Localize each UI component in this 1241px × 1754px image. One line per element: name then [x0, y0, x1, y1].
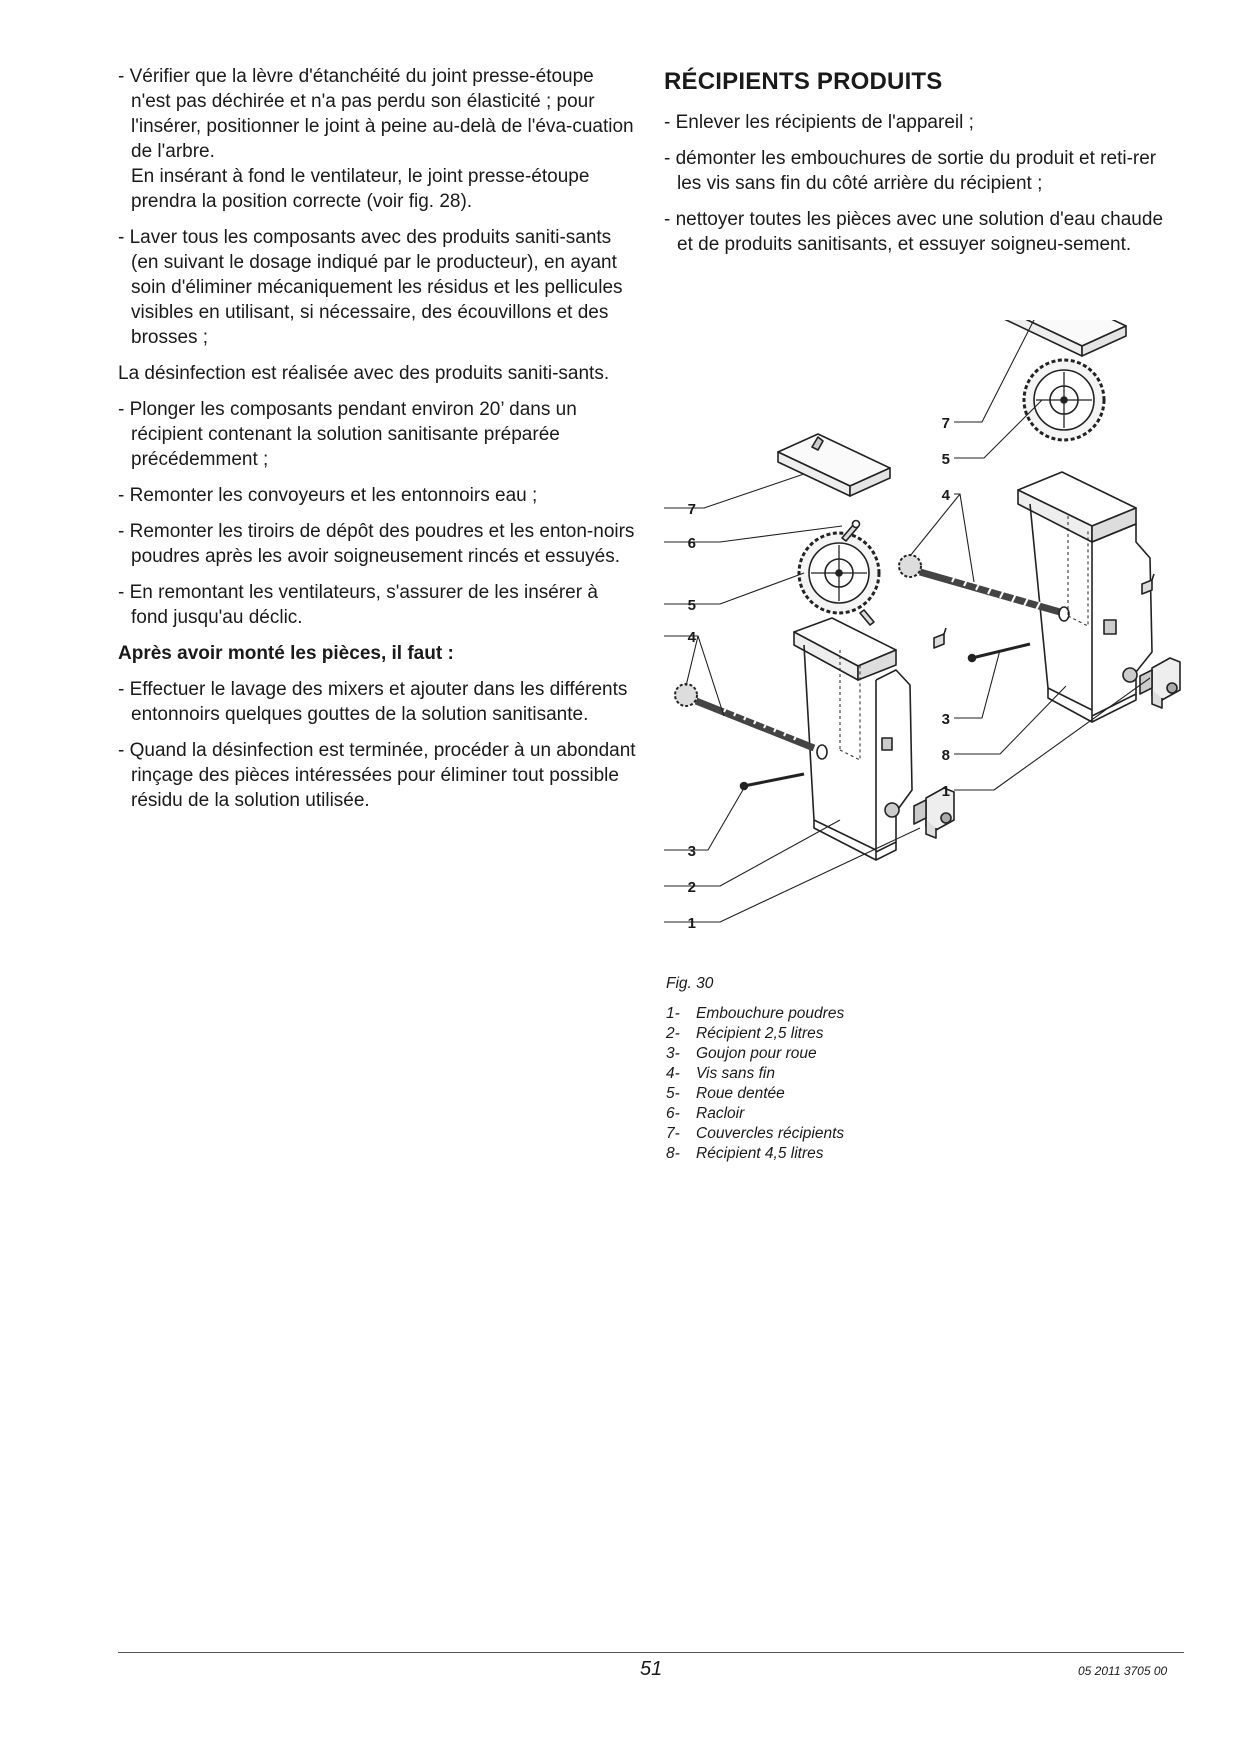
subheading: Après avoir monté les pièces, il faut :: [118, 643, 454, 664]
legend-item: [666, 1024, 844, 1044]
legend-number: 1-: [666, 1005, 680, 1022]
lid-left: [778, 434, 890, 496]
legend-text: Récipient 2,5 litres: [696, 1025, 824, 1042]
legend-number: 2-: [666, 1025, 680, 1042]
instruction-item: - nettoyer toutes les pièces avec une solution d'eau chaude et de produits sanitisants, et essuyer soigneu-sement.: [664, 209, 1164, 255]
callout-label: 5: [941, 451, 950, 468]
instruction-item: - Enlever les récipients de l'appareil ;: [664, 112, 974, 133]
legend-item: [666, 1004, 844, 1024]
auger-left: [675, 684, 827, 759]
callout-label: 4: [941, 487, 950, 504]
section-title: RÉCIPIENTS PRODUITS: [664, 68, 943, 95]
document-code: 05 2011 3705 00: [1078, 1664, 1168, 1678]
instruction-item: - démonter les embouchures de sortie du produit et reti-rer les vis sans fin du côté arrière du récipient ;: [664, 148, 1157, 194]
container-left: [794, 618, 912, 860]
instruction-item: - Plonger les composants pendant environ 20’ dans un récipient contenant la solution sanitisante préparée précédemment ;: [118, 399, 577, 470]
legend-number: 4-: [666, 1065, 680, 1082]
left-column: [118, 64, 638, 824]
paragraph: La désinfection est réalisée avec des produits saniti-sants.: [118, 363, 610, 384]
legend-item: [666, 1104, 844, 1124]
legend-item: [666, 1064, 844, 1084]
callout-label: 4: [687, 629, 696, 646]
legend-number: 3-: [666, 1045, 680, 1062]
legend-item: [666, 1124, 844, 1144]
instruction-item: - Quand la désinfection est terminée, procéder à un abondant rinçage des pièces intéressées pour éliminer tout possible résidu de la solution utilisée.: [118, 740, 636, 811]
figure-legend: [666, 1004, 844, 1164]
callout-label: 1: [687, 915, 696, 932]
instruction-item: - Remonter les convoyeurs et les entonnoirs eau ;: [118, 485, 538, 506]
callout-label: 2: [687, 879, 696, 896]
gear-right: [1024, 360, 1104, 440]
footer-divider: [118, 1652, 1184, 1653]
callout-label: 7: [941, 415, 950, 432]
instruction-item: - Effectuer le lavage des mixers et ajouter dans les différents entonnoirs quelques gouttes de la solution sanitisante.: [118, 679, 628, 725]
legend-number: 8-: [666, 1145, 680, 1162]
legend-text: Vis sans fin: [696, 1065, 775, 1082]
clip-left: [934, 628, 946, 648]
legend-item: [666, 1084, 844, 1104]
exploded-diagram: [664, 320, 1224, 960]
instruction-item: - Remonter les tiroirs de dépôt des poudres et les enton-noirs poudres après les avoir soigneusement rincés et essuyés.: [118, 521, 635, 567]
pin-left: [741, 774, 805, 790]
lid-right: [1002, 320, 1126, 356]
legend-text: Racloir: [696, 1105, 745, 1122]
legend-text: Embouchure poudres: [696, 1005, 845, 1022]
callout-label: 6: [687, 535, 696, 552]
page-number: 51: [640, 1658, 663, 1680]
legend-text: Couvercles récipients: [696, 1125, 845, 1142]
instruction-subtext: En insérant à fond le ventilateur, le joint presse-étoupe prendra la position correcte (voir fig. 28).: [131, 166, 590, 212]
callout-label: 3: [941, 711, 950, 728]
clip-right: [1142, 574, 1154, 594]
outlet-right: [1140, 658, 1180, 708]
callout-label: 3: [687, 843, 696, 860]
instruction-item: [118, 64, 638, 214]
callout-label: 8: [941, 747, 950, 764]
instruction-item: - En remontant les ventilateurs, s'assurer de les insérer à fond jusqu'au déclic.: [118, 582, 598, 628]
legend-text: Récipient 4,5 litres: [696, 1145, 824, 1162]
instruction-item: - Laver tous les composants avec des produits saniti-sants (en suivant le dosage indiqué par le producteur), en ayant soin d'éliminer mécaniquement les résidus et les pellicules visibles en utilisant, si nécessaire, des écouvillons et des brosses ;: [118, 227, 623, 348]
diagram-svg: [664, 320, 1224, 960]
callout-label: 7: [687, 501, 696, 518]
legend-number: 6-: [666, 1105, 680, 1122]
legend-number: 7-: [666, 1125, 680, 1142]
container-right: [1018, 472, 1152, 722]
callout-label: 1: [941, 783, 950, 800]
auger-right: [899, 555, 1069, 621]
right-column: [664, 64, 1184, 268]
legend-number: 5-: [666, 1085, 680, 1102]
figure-caption: Fig. 30: [666, 975, 714, 992]
callout-label: 5: [687, 597, 696, 614]
legend-text: Goujon pour roue: [696, 1045, 817, 1062]
gear-left: [799, 533, 879, 613]
legend-item: [666, 1044, 844, 1064]
legend-item: [666, 1144, 844, 1164]
instruction-text: - Vérifier que la lèvre d'étanchéité du joint presse-étoupe n'est pas déchirée et n'a pas perdu son élasticité ; pour l'insérer, positionner le joint à peine au-delà de l'éva-cuation de l'arbre.: [118, 66, 634, 162]
legend-text: Roue dentée: [696, 1085, 785, 1102]
